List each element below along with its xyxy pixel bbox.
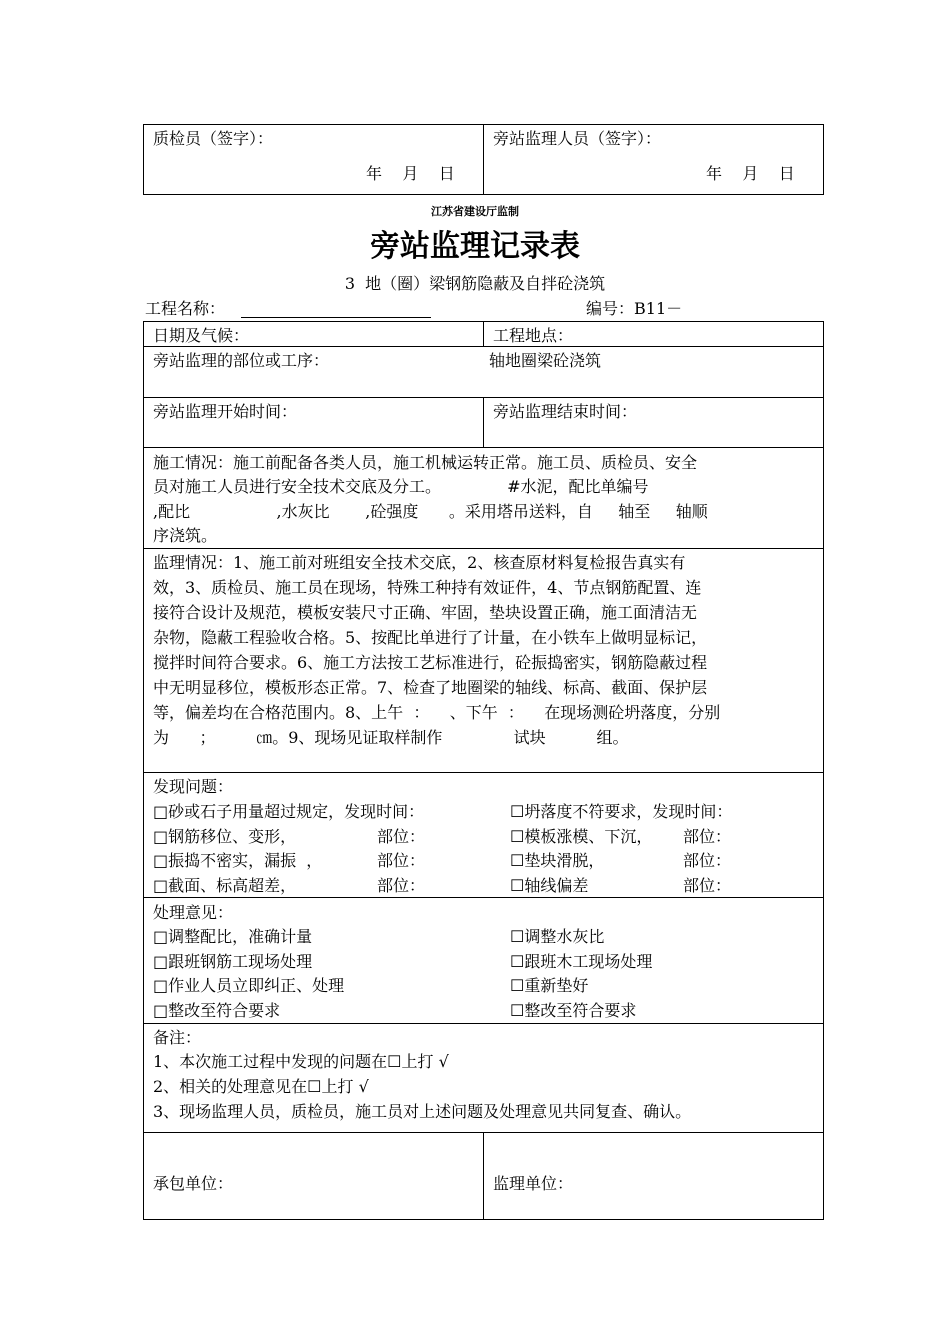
handling-right-2: ☐跟班木工现场处理 xyxy=(510,952,653,971)
supervisor-unit-label: 监理单位： xyxy=(493,1174,574,1193)
supervision-line-4: 杂物，隐蔽工程验收合格。5、按配比单进行了计量，在小铁车上做明显标记， xyxy=(153,628,708,647)
supervision-line-5: 搅拌时间符合要求。6、施工方法按工艺标准进行，砼振捣密实，钢筋隐蔽过程 xyxy=(153,653,708,672)
problem-right-part-3: 部位： xyxy=(683,851,732,870)
supervision-line-8: 为 ； ㎝。9、现场见证取样制作 试块 组。 xyxy=(153,728,629,747)
handling-left-1: □调整配比，准确计量 xyxy=(153,927,313,946)
supervisor-signature-label: 旁站监理人员（签字）： xyxy=(493,129,662,148)
construction-line-4: 序浇筑。 xyxy=(153,526,218,545)
remark-1: 1、本次施工过程中发现的问题在☐上打 √ xyxy=(153,1052,449,1071)
remarks-label: 备注： xyxy=(153,1028,202,1047)
supervisor-signature-date: 年 月 日 xyxy=(706,164,795,183)
problem-right-2: ☐模板涨模、下沉， xyxy=(510,827,653,846)
project-name-underline xyxy=(241,317,431,318)
problem-left-part-2: 部位： xyxy=(377,827,426,846)
supervision-line-1: 监理情况：1、施工前对班组安全技术交底，2、核查原材料复检报告真实有 xyxy=(153,553,686,572)
problem-right-4: ☐轴线偏差 xyxy=(510,876,589,895)
handling-left-4: □整改至符合要求 xyxy=(153,1001,281,1020)
page-title: 旁站监理记录表 xyxy=(370,229,580,264)
qc-signature-label: 质检员（签字）： xyxy=(153,129,274,148)
remark-3: 3、现场监理人员，质检员，施工员对上述问题及处理意见共同复查、确认。 xyxy=(153,1102,692,1121)
start-time-label: 旁站监理开始时间： xyxy=(153,402,298,421)
handling-right-3: ☐重新垫好 xyxy=(510,976,589,995)
row-divider-v2 xyxy=(483,397,484,447)
problem-left-part-3: 部位： xyxy=(377,851,426,870)
date-weather-label: 日期及气候： xyxy=(153,326,250,345)
project-name-label: 工程名称： xyxy=(145,299,226,318)
contractor-label: 承包单位： xyxy=(153,1174,234,1193)
problem-left-part-4: 部位： xyxy=(377,876,426,895)
signature-divider xyxy=(483,124,484,195)
part-value: 轴地圈梁砼浇筑 xyxy=(489,351,602,370)
problem-left-2: □钢筋移位、变形， xyxy=(153,827,297,846)
construction-line-3: ,配比 ,水灰比 ,砼强度 。采用塔吊送料，自 轴至 轴顺 xyxy=(153,502,708,521)
problem-right-1: ☐坍落度不符要求，发现时间： xyxy=(510,802,733,821)
qc-signature-date: 年 月 日 xyxy=(366,164,455,183)
problem-right-part-4: 部位： xyxy=(683,876,732,895)
supervision-line-6: 中无明显移位，模板形态正常。7、检查了地圈梁的轴线、标高、截面、保护层 xyxy=(153,678,708,697)
construction-line-1: 施工情况：施工前配备各类人员，施工机械运转正常。施工员、质检员、安全 xyxy=(153,453,698,472)
problem-left-4: □截面、标高超差， xyxy=(153,876,297,895)
end-time-label: 旁站监理结束时间： xyxy=(493,402,638,421)
supervision-line-3: 接符合设计及规范，模板安装尺寸正确、牢固，垫块设置正确，施工面清洁无 xyxy=(153,603,698,622)
problem-right-part-2: 部位： xyxy=(683,827,732,846)
supervision-line-7: 等，偏差均在合格范围内。8、上午 ： 、下午 ： 在现场测砼坍落度，分别 xyxy=(153,703,721,722)
problem-right-3: ☐垫块滑脱， xyxy=(510,851,605,870)
part-label: 旁站监理的部位或工序： xyxy=(153,351,330,370)
handling-left-3: □作业人员立即纠正、处理 xyxy=(153,976,345,995)
number-label: 编号：B11－ xyxy=(586,299,683,318)
construction-line-2: 员对施工人员进行安全技术交底及分工。 #水泥，配比单编号 xyxy=(153,477,649,496)
row-line-3 xyxy=(143,447,824,448)
problem-left-3: □振捣不密实，漏振 ， xyxy=(153,851,323,870)
row-line-5 xyxy=(143,772,824,773)
row-divider-v1 xyxy=(483,321,484,346)
supervision-line-2: 效，3、质检员、施工员在现场，特殊工种持有效证件，4、节点钢筋配置、连 xyxy=(153,578,702,597)
handling-label: 处理意见： xyxy=(153,903,234,922)
row-line-7 xyxy=(143,1023,824,1024)
handling-right-4: ☐整改至符合要求 xyxy=(510,1001,637,1020)
row-line-1 xyxy=(143,346,824,347)
supervised-by: 江苏省建设厅监制 xyxy=(431,205,519,218)
problem-left-1: □砂或石子用量超过规定，发现时间： xyxy=(153,802,425,821)
site-label: 工程地点： xyxy=(493,326,574,345)
page-subtitle: 3 地（圈）梁钢筋隐蔽及自拌砼浇筑 xyxy=(344,274,606,293)
row-line-6 xyxy=(143,897,824,898)
handling-right-1: ☐调整水灰比 xyxy=(510,927,605,946)
remark-2: 2、相关的处理意见在☐上打 √ xyxy=(153,1077,369,1096)
row-divider-v3 xyxy=(483,1132,484,1220)
row-line-4 xyxy=(143,548,824,549)
handling-left-2: □跟班钢筋工现场处理 xyxy=(153,952,313,971)
problems-label: 发现问题： xyxy=(153,777,234,796)
